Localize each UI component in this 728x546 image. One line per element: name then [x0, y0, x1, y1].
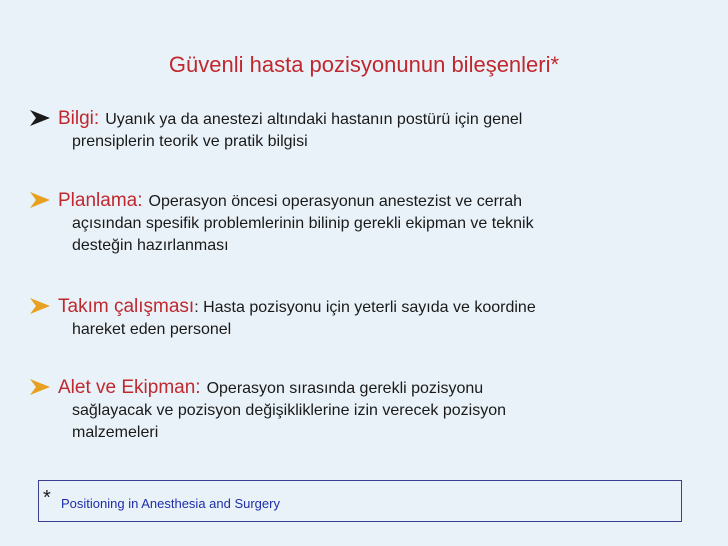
bullet-term: Takım çalışması — [58, 296, 195, 317]
footnote-mark: * — [43, 487, 51, 509]
bullet-term: Planlama: — [58, 190, 143, 211]
bullet-text-cont: sağlayacak ve pozisyon değişikliklerine izin verecek pozisyon — [72, 402, 506, 419]
arrow-bullet-icon — [30, 379, 50, 395]
bullet-text-cont: prensiplerin teorik ve pratik bilgisi — [72, 133, 308, 150]
bullet-text-cont: desteğin hazırlanması — [72, 237, 229, 254]
bullet-term: Bilgi: — [58, 108, 100, 129]
bullet-text: : Hasta pozisyonu için yeterli sayıda ve koordine — [194, 299, 536, 316]
bullet-takim — [30, 296, 700, 341]
bullet-text: Uyanık ya da anestezi altındaki hastanın postürü için genel — [105, 111, 523, 128]
bullet-planlama — [30, 190, 700, 257]
bullet-text: Operasyon sırasında gerekli pozisyonu — [206, 380, 484, 397]
bullet-text-cont: hareket eden personel — [72, 321, 232, 338]
footnote-link[interactable]: Positioning in Anesthesia and Surgery — [61, 496, 280, 511]
arrow-bullet-icon — [30, 110, 50, 126]
bullet-term: Alet ve Ekipman: — [58, 377, 201, 398]
bullet-text-cont: açısından spesifik problemlerinin bilinip gerekli ekipman ve teknik — [72, 215, 534, 232]
slide-title: Güvenli hasta pozisyonunun bileşenleri* — [168, 52, 560, 77]
arrow-bullet-icon — [30, 298, 50, 314]
bullet-alet — [30, 377, 700, 444]
bullet-text: Operasyon öncesi operasyonun anestezist ve cerrah — [148, 193, 523, 210]
arrow-bullet-icon — [30, 192, 50, 208]
bullet-text-cont: malzemeleri — [72, 424, 159, 441]
footnote-box — [38, 480, 682, 522]
bullet-bilgi — [30, 108, 700, 153]
